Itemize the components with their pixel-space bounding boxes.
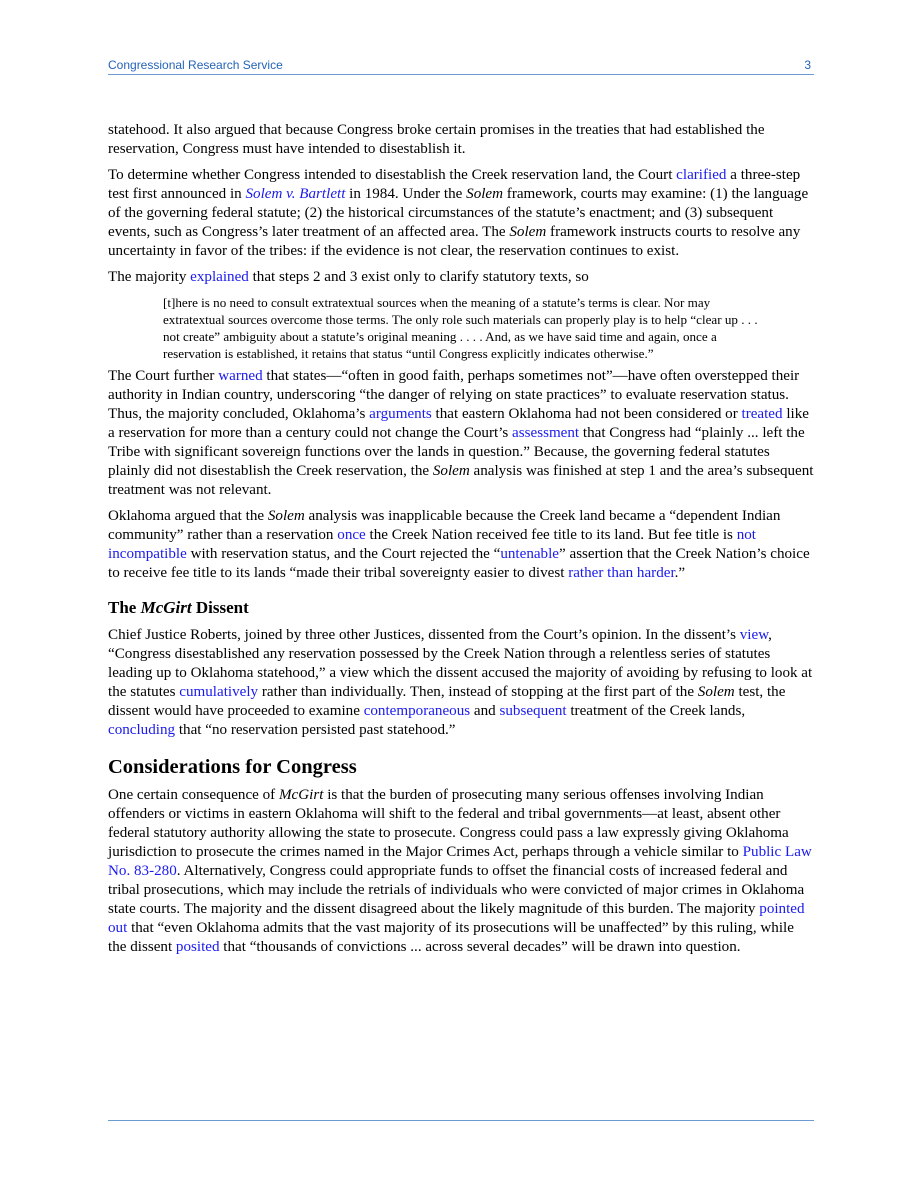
document-body	[108, 121, 814, 964]
link-cumulatively[interactable]: cumulatively	[179, 684, 259, 700]
link-view[interactable]: view	[739, 627, 769, 643]
link-clarified[interactable]: clarified	[676, 167, 727, 183]
link-warned[interactable]: warned	[218, 368, 263, 384]
link-contemporaneous[interactable]: contemporaneous	[363, 703, 471, 719]
paragraph-5: Oklahoma argued that the Solem analysis was inapplicable because the Creek land became a “dependent Indian community” rather than a reservation once the Creek Nation received fee title to its land. But fee title is not incompatible with reservation status, and the Court rejected the “untenable” assertion that the Creek Nation’s choice to receive fee title to its lands “made their tribal sovereignty easier to divest rather than harder.”	[108, 508, 810, 581]
link-explained[interactable]: explained	[190, 269, 249, 285]
paragraph-6: Chief Justice Roberts, joined by three other Justices, dissented from the Court’s opinion. In the dissent’s view, “Congress disestablished any reservation possessed by the Creek Nation through a relentless series of statutes leading up to Oklahoma statehood,” a view which the dissent accused the majority of avoiding by refusing to look at the statutes cumulatively rather than individually. Then, instead of stopping at the first part of the Solem test, the dissent would have proceeded to examine contemporaneous and subsequent treatment of the Creek lands, concluding that “no reservation persisted past statehood.”	[108, 627, 813, 738]
paragraph-2: To determine whether Congress intended to disestablish the Creek reservation land, the Court clarified a three-step test first announced in Solem v. Bartlett in 1984. Under the Solem framework, courts may examine: (1) the language of the governing federal statute; (2) the historical circumstances of the statute’s enactment; and (3) subsequent events, such as Congress’s later treatment of an affected area. The Solem framework instructs courts to resolve any uncertainty in favor of the tribes: if the evidence is not clear, the reservation continues to exist.	[108, 167, 809, 259]
link-solem-v-bartlett[interactable]: Solem v. Bartlett	[245, 186, 346, 202]
page-number: 3	[804, 58, 811, 72]
dissent-heading: The McGirt Dissent	[108, 598, 249, 617]
considerations-heading: Considerations for Congress	[108, 756, 357, 778]
link-rather-than-harder[interactable]: rather than harder	[568, 565, 675, 581]
link-untenable[interactable]: untenable	[500, 546, 560, 562]
link-subsequent[interactable]: subsequent	[499, 703, 567, 719]
link-pointed-out[interactable]: pointed out	[108, 901, 805, 936]
paragraph-4: The Court further warned that states—“often in good faith, perhaps sometimes not”—have often overstepped their authority in Indian country, underscoring “the danger of relying on state practices” to evaluate reservation status. Thus, the majority concluded, Oklahoma’s arguments that eastern Oklahoma had not been considered or treated like a reservation for more than a century could not change the Court’s assessment that Congress had “plainly ... left the Tribe with significant sovereign functions over the lands in question.” Because, the governing federal statutes plainly did not disestablish the Creek reservation, the Solem analysis was finished at step 1 and the area’s subsequent treatment was not relevant.	[108, 368, 814, 498]
link-assessment[interactable]: assessment	[512, 425, 580, 441]
link-arguments[interactable]: arguments	[369, 406, 432, 422]
link-public-law-83-280[interactable]: Public Law No. 83-280	[108, 844, 812, 879]
paragraph-1: statehood. It also argued that because Congress broke certain promises in the treaties that had established the reservation, Congress must have intended to disestablish it.	[108, 122, 765, 157]
footer-rule	[108, 1120, 814, 1121]
block-quote: [t]here is no need to consult extratextual sources when the meaning of a statute’s terms is clear. Nor may extratextual sources overcome those terms. The only role such materials can properly play is to help “clear up . . . not create” ambiguity about a statute’s original meaning . . . . And, as we have said time and again, once a reservation is established, it retains that status “until Congress explicitly indicates otherwise.”	[163, 295, 758, 361]
link-treated[interactable]: treated	[741, 406, 783, 422]
header-title: Congressional Research Service	[108, 58, 283, 72]
paragraph-7: One certain consequence of McGirt is that the burden of prosecuting many serious offenses involving Indian offenders or victims in eastern Oklahoma will shift to the federal and tribal governments—at least, absent other federal statutory authority allowing the state to prosecute. Congress could pass a law expressly giving Oklahoma jurisdiction to prosecute the crimes named in the Major Crimes Act, perhaps through a vehicle similar to Public Law No. 83-280. Alternatively, Congress could appropriate funds to offset the financial costs of increased federal and tribal prosecutions, which may include the retrials of individuals who were convicted of major crimes in Oklahoma state courts. The majority and the dissent disagreed about the likely magnitude of this burden. The majority pointed out that “even Oklahoma admits that the vast majority of its prosecutions will be unaffected” by this ruling, while the dissent posited that “thousands of convictions ... across several decades” will be drawn into question.	[108, 787, 812, 955]
page-header	[108, 58, 813, 74]
header-rule	[108, 74, 814, 75]
link-not-incompatible[interactable]: not incompatible	[108, 527, 756, 562]
link-concluding[interactable]: concluding	[108, 722, 176, 738]
link-posited[interactable]: posited	[175, 939, 220, 955]
paragraph-3: The majority explained that steps 2 and 3 exist only to clarify statutory texts, so	[108, 269, 589, 285]
link-once[interactable]: once	[337, 527, 366, 543]
